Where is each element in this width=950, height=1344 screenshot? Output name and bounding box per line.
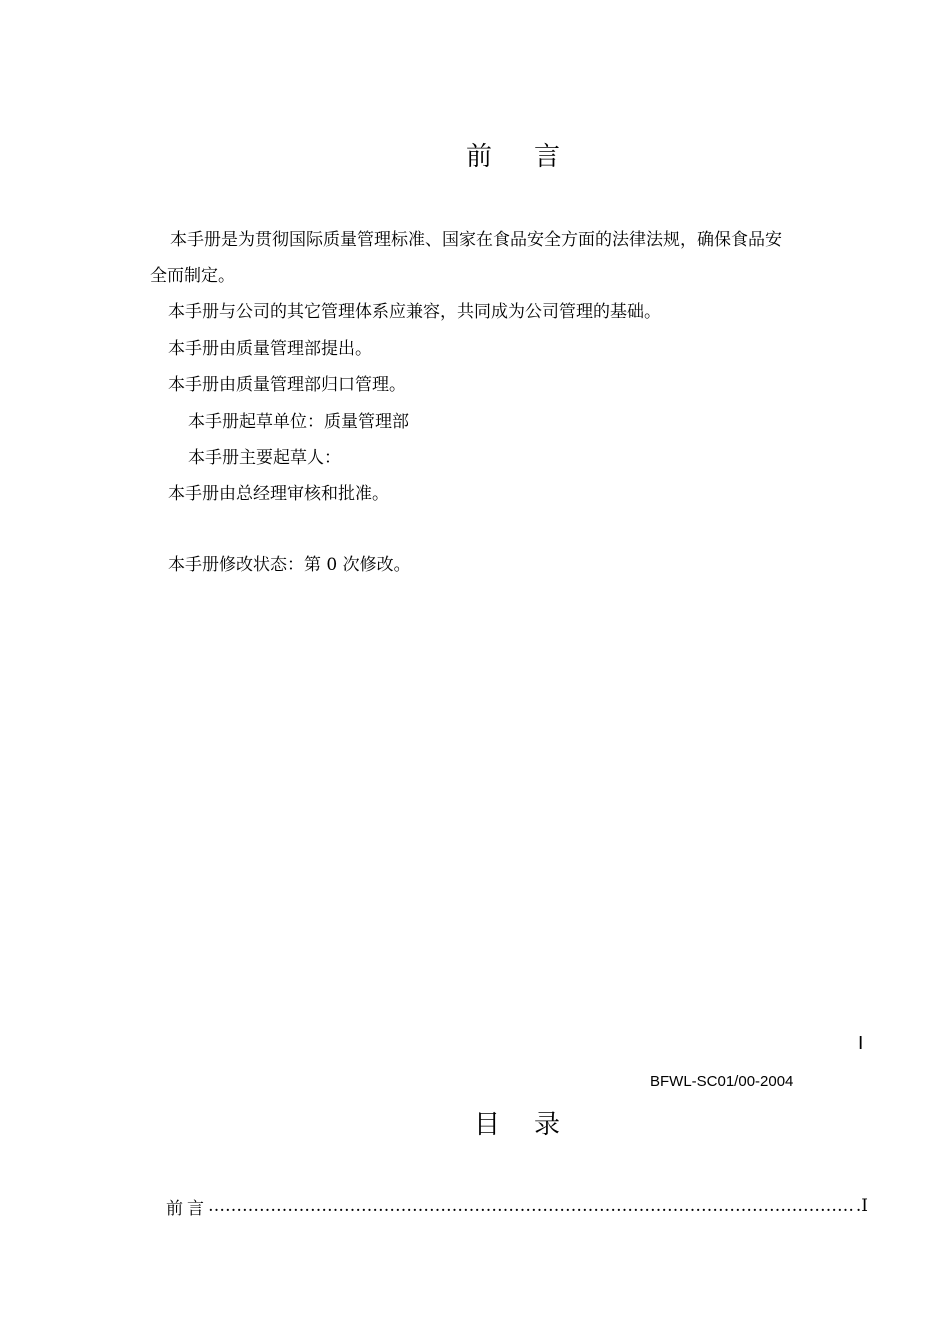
toc-title-char-2: 录 [534,1110,561,1140]
toc-entry-label: 前言 [166,1198,208,1219]
toc-title-char-1: 目 [474,1110,501,1140]
preface-title-char-2: 言 [534,142,561,172]
preface-title-char-1: 前 [466,142,493,172]
preface-title [466,136,560,173]
document-code: BFWL-SC01/00-2004 [650,1073,794,1090]
toc-entry[interactable] [166,1193,868,1219]
toc-leader-dots [208,1196,854,1216]
preface-drafting-unit: 本手册起草单位：质量管理部 [188,412,409,432]
preface-main-drafter: 本手册主要起草人： [188,448,341,468]
page-number: I [858,1033,864,1054]
preface-approval: 本手册由总经理审核和批准。 [168,484,389,504]
preface-paragraph-1: 本手册是为贯彻国际质量管理标准、国家在食品安全方面的法律法规，确保食品安 [170,230,782,250]
preface-paragraph-2: 本手册与公司的其它管理体系应兼容，共同成为公司管理的基础。 [168,302,661,322]
preface-paragraph-1-continued: 全而制定。 [150,266,235,286]
preface-revision-status: 本手册修改状态：第 0 次修改。 [168,555,411,575]
preface-paragraph-4: 本手册由质量管理部归口管理。 [168,375,406,395]
toc-title [474,1104,560,1141]
toc-entry-page: .I [855,1196,868,1216]
preface-paragraph-3: 本手册由质量管理部提出。 [168,339,372,359]
